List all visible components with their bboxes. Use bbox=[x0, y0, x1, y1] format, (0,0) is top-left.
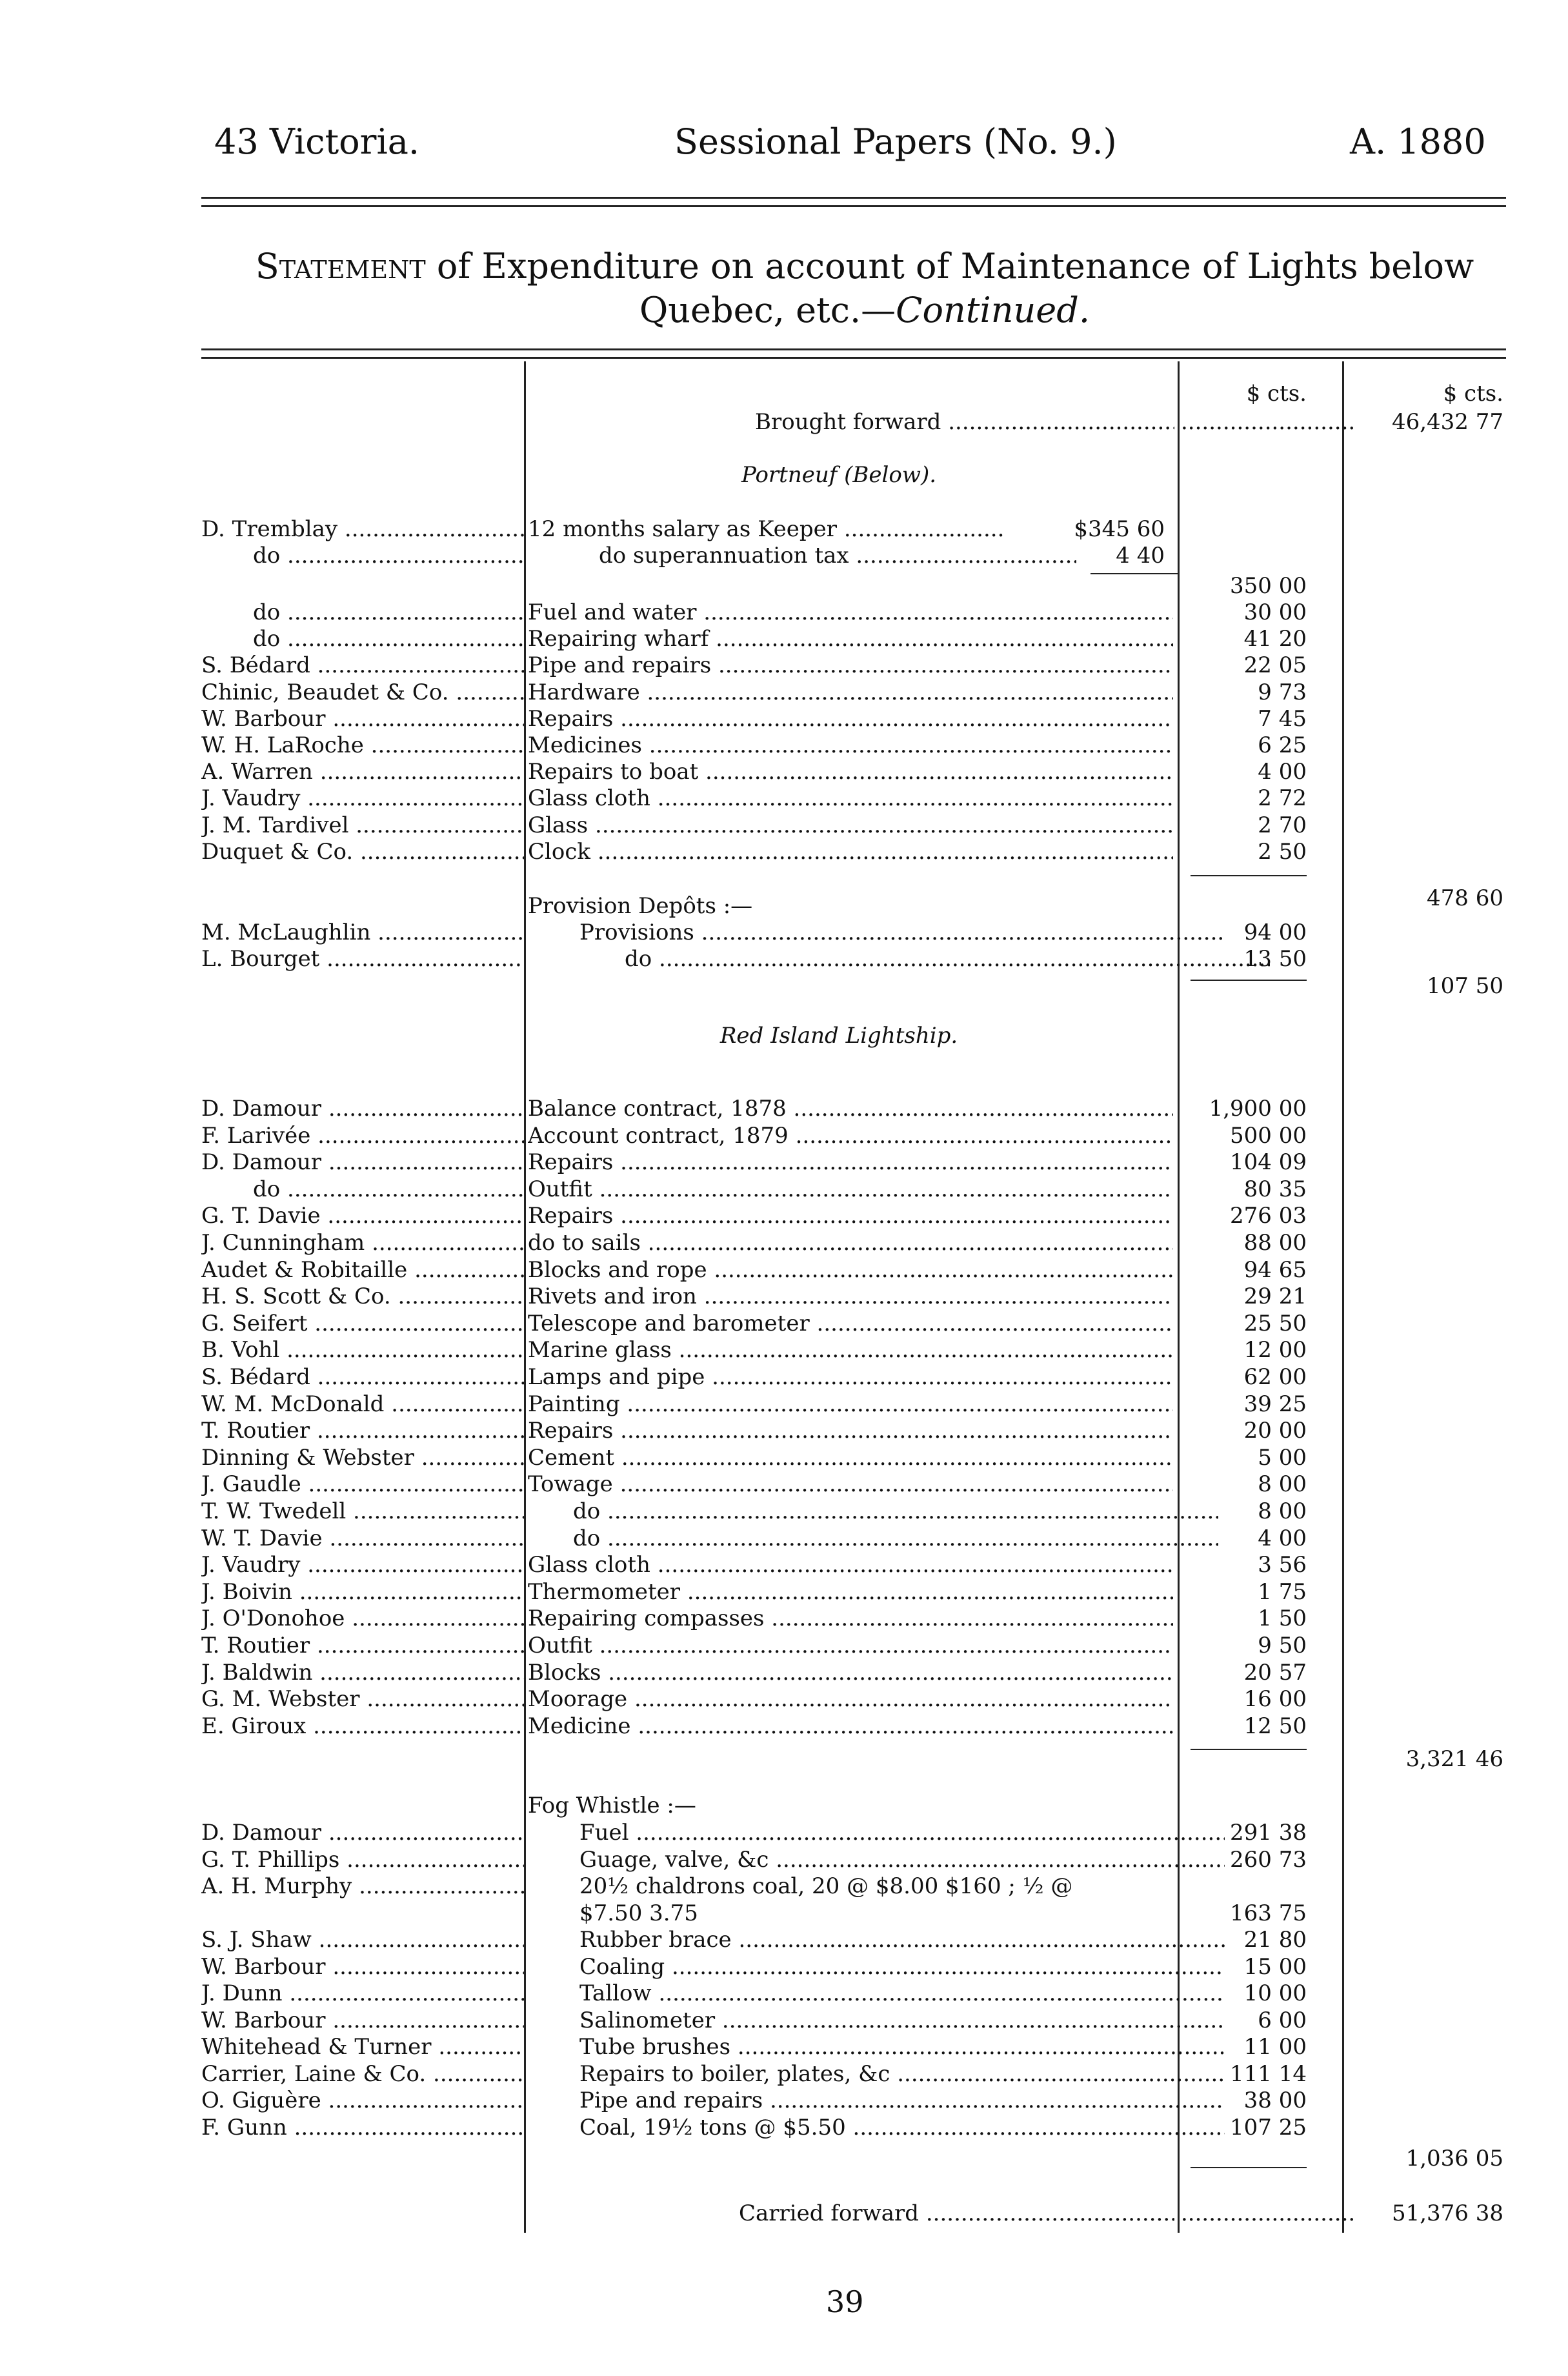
provision-heading-row bbox=[0, 893, 1568, 920]
item-desc: Medicine ..... bbox=[528, 1713, 1173, 1739]
payee-name: D. Damour ..... bbox=[201, 1149, 524, 1176]
item-amount: 2 72 bbox=[1258, 785, 1307, 812]
item-desc: Tallow ..... bbox=[579, 1980, 1225, 2006]
table-row bbox=[0, 1203, 1568, 1229]
portneuf-total: 478 60 bbox=[1427, 885, 1503, 911]
table-row bbox=[0, 516, 1568, 543]
payee-name: D. Tremblay ..... bbox=[201, 516, 524, 543]
item-desc: Repairs ..... bbox=[528, 1203, 1173, 1229]
table-row bbox=[0, 1284, 1568, 1310]
table-row bbox=[0, 573, 1568, 599]
table-row bbox=[0, 1445, 1568, 1471]
brought-forward-label: Brought forward ..... bbox=[755, 409, 1174, 435]
table-row bbox=[0, 2008, 1568, 2034]
item-amount: 62 00 bbox=[1243, 1364, 1307, 1390]
item-desc: Account contract, 1879 ..... bbox=[528, 1123, 1173, 1149]
section-heading-red-island: Red Island Lightship. bbox=[719, 1023, 958, 1049]
table-row bbox=[0, 1980, 1568, 2007]
brought-forward-leader: ......................... bbox=[1181, 409, 1356, 435]
table-row bbox=[0, 1873, 1568, 1900]
payee-name: do ..... bbox=[201, 599, 524, 626]
title-rest: of Expenditure on account of Maintenance of Lights below bbox=[425, 246, 1474, 287]
item-desc: Blocks and rope ..... bbox=[528, 1257, 1173, 1283]
title-line2: Quebec, etc.— bbox=[639, 290, 896, 330]
red-island-total: 3,321 46 bbox=[1405, 1746, 1503, 1772]
item-desc: Moorage ..... bbox=[528, 1686, 1173, 1712]
table-row bbox=[0, 1900, 1568, 1927]
payee-name: W. Barbour ..... bbox=[201, 2008, 524, 2034]
payee-name: J. O'Donohoe ..... bbox=[201, 1606, 524, 1632]
item-amount: 107 25 bbox=[1230, 2114, 1307, 2140]
item-amount: 163 75 bbox=[1230, 1900, 1307, 1926]
table-row bbox=[0, 1337, 1568, 1364]
table-row bbox=[0, 1311, 1568, 1337]
payee-name: J. Vaudry ..... bbox=[201, 785, 524, 812]
page-title bbox=[206, 245, 1523, 288]
table-row bbox=[0, 732, 1568, 759]
item-amount: 5 00 bbox=[1258, 1444, 1307, 1471]
item-desc: Glass cloth ..... bbox=[528, 785, 1173, 811]
table-row bbox=[0, 1686, 1568, 1713]
item-amount: 15 00 bbox=[1243, 1953, 1307, 1980]
item-desc: Salinometer ..... bbox=[579, 2008, 1225, 2033]
table-row bbox=[0, 1498, 1568, 1525]
item-amount: 3 56 bbox=[1258, 1552, 1307, 1578]
item-amount: 111 14 bbox=[1230, 2060, 1307, 2087]
sub-amount: $345 60 bbox=[1074, 516, 1165, 542]
payee-name: G. T. Davie ..... bbox=[201, 1203, 524, 1229]
table-row bbox=[0, 1257, 1568, 1284]
item-desc: do ..... bbox=[573, 1498, 1218, 1524]
table-rule-top-2 bbox=[201, 357, 1506, 359]
item-amount: 276 03 bbox=[1230, 1203, 1307, 1229]
item-desc: Repairing wharf ..... bbox=[528, 626, 1173, 652]
item-desc: Rivets and iron ..... bbox=[528, 1284, 1173, 1309]
item-amount: 22 05 bbox=[1243, 652, 1307, 679]
item-desc: Balance contract, 1878 ..... bbox=[528, 1096, 1173, 1122]
header-rule-top bbox=[201, 197, 1506, 199]
item-desc: Outfit ..... bbox=[528, 1633, 1173, 1658]
item-desc: Lamps and pipe ..... bbox=[528, 1364, 1173, 1390]
red-island-total-row bbox=[0, 1746, 1568, 1773]
item-amount: 4 00 bbox=[1258, 1525, 1307, 1551]
payee-name: do ..... bbox=[201, 626, 524, 652]
payee-name: A. H. Murphy ..... bbox=[201, 1873, 524, 1900]
item-desc: 12 months salary as Keeper ..... bbox=[528, 516, 1005, 542]
item-amount: 12 00 bbox=[1243, 1337, 1307, 1364]
provision-total: 107 50 bbox=[1427, 973, 1503, 999]
payee-name: S. J. Shaw ..... bbox=[201, 1927, 524, 1953]
item-desc: Towage ..... bbox=[528, 1471, 1173, 1497]
item-desc: Guage, valve, &c ..... bbox=[579, 1847, 1225, 1873]
brought-forward-amount: 46,432 77 bbox=[1391, 409, 1503, 435]
table-row bbox=[0, 1230, 1568, 1256]
table-row bbox=[0, 626, 1568, 652]
payee-name: J. Cunningham ..... bbox=[201, 1230, 524, 1256]
item-desc: do superannuation tax ..... bbox=[599, 543, 1076, 569]
item-amount: 11 00 bbox=[1243, 2034, 1307, 2060]
item-desc: do ..... bbox=[573, 1525, 1218, 1551]
item-amount: 13 50 bbox=[1243, 946, 1307, 972]
table-row bbox=[0, 1525, 1568, 1552]
item-amount: 6 00 bbox=[1258, 2007, 1307, 2033]
item-amount: 8 00 bbox=[1258, 1471, 1307, 1498]
portneuf-total-rule bbox=[1191, 875, 1307, 876]
table-row bbox=[0, 839, 1568, 865]
item-desc: Pipe and repairs ..... bbox=[579, 2088, 1225, 2113]
item-amount: 30 00 bbox=[1243, 599, 1307, 625]
fog-total: 1,036 05 bbox=[1405, 2146, 1503, 2171]
payee-name: H. S. Scott & Co. ..... bbox=[201, 1284, 524, 1310]
item-amount: 260 73 bbox=[1230, 1846, 1307, 1873]
table-row bbox=[0, 1713, 1568, 1740]
payee-name: Chinic, Beaudet & Co. ..... bbox=[201, 680, 524, 706]
page-number: 39 bbox=[826, 2284, 864, 2319]
payee-name: S. Bédard ..... bbox=[201, 1364, 524, 1391]
item-desc: Clock ..... bbox=[528, 839, 1173, 865]
carried-forward-row bbox=[0, 2200, 1568, 2227]
title-line2-italic: Continued. bbox=[896, 290, 1090, 330]
table-row bbox=[0, 1364, 1568, 1391]
item-amount: 94 00 bbox=[1243, 920, 1307, 945]
payee-name: do ..... bbox=[201, 543, 524, 569]
table-row bbox=[0, 920, 1568, 946]
item-desc: Cement ..... bbox=[528, 1445, 1173, 1471]
item-desc: Outfit ..... bbox=[528, 1176, 1173, 1202]
payee-name: L. Bourget ..... bbox=[201, 946, 524, 972]
payee-name: J. Baldwin ..... bbox=[201, 1660, 524, 1686]
payee-name: J. M. Tardivel ..... bbox=[201, 812, 524, 839]
item-desc: Pipe and repairs ..... bbox=[528, 652, 1173, 678]
table-row bbox=[0, 1847, 1568, 1873]
payee-name: Whitehead & Turner ..... bbox=[201, 2034, 524, 2060]
table-row bbox=[0, 1176, 1568, 1203]
payee-name: W. M. McDonald ..... bbox=[201, 1391, 524, 1418]
item-amount: 21 80 bbox=[1243, 1927, 1307, 1953]
item-desc: Coal, 19½ tons @ $5.50 ..... bbox=[579, 2115, 1225, 2140]
payee-name: F. Gunn ..... bbox=[201, 2115, 524, 2141]
item-amount: 7 45 bbox=[1258, 705, 1307, 732]
item-amount: 38 00 bbox=[1243, 2088, 1307, 2113]
table-row bbox=[0, 2061, 1568, 2088]
payee-name: O. Giguère ..... bbox=[201, 2088, 524, 2114]
item-amount: 8 00 bbox=[1258, 1498, 1307, 1524]
item-desc: do ..... bbox=[625, 946, 1270, 972]
payee-name: J. Vaudry ..... bbox=[201, 1552, 524, 1578]
carried-forward-leader: ......................... bbox=[1181, 2200, 1356, 2226]
payee-name: D. Damour ..... bbox=[201, 1820, 524, 1846]
payee-name: M. McLaughlin ..... bbox=[201, 920, 524, 946]
item-amount: 41 20 bbox=[1243, 626, 1307, 652]
table-row bbox=[0, 1552, 1568, 1578]
item-desc: 20½ chaldrons coal, 20 @ $8.00 $160 ; ½ @ bbox=[579, 1873, 1073, 1899]
item-amount: 20 00 bbox=[1243, 1418, 1307, 1444]
item-desc: Fuel and water ..... bbox=[528, 599, 1173, 625]
item-desc: Medicines ..... bbox=[528, 732, 1173, 758]
sub-amount: 4 40 bbox=[1116, 543, 1165, 569]
item-desc: Provisions ..... bbox=[579, 920, 1225, 945]
item-amount: 94 65 bbox=[1243, 1256, 1307, 1283]
item-desc: $7.50 3.75 bbox=[579, 1900, 698, 1926]
item-desc: Glass ..... bbox=[528, 812, 1173, 838]
payee-name: G. T. Phillips ..... bbox=[201, 1847, 524, 1873]
item-desc: do to sails ..... bbox=[528, 1230, 1173, 1256]
table-row bbox=[0, 599, 1568, 626]
payee-name: Duquet & Co. ..... bbox=[201, 839, 524, 865]
table-row bbox=[0, 1820, 1568, 1846]
table-row bbox=[0, 1660, 1568, 1686]
payee-name: do ..... bbox=[201, 1176, 524, 1203]
item-amount: 12 50 bbox=[1243, 1713, 1307, 1739]
table-row bbox=[0, 1606, 1568, 1632]
provision-total-row bbox=[0, 973, 1568, 1000]
payee-name: T. Routier ..... bbox=[201, 1633, 524, 1659]
item-desc: Blocks ..... bbox=[528, 1660, 1173, 1686]
table-row bbox=[0, 2034, 1568, 2060]
table-row bbox=[0, 1391, 1568, 1418]
item-amount: 2 50 bbox=[1258, 838, 1307, 865]
payee-name: W. Barbour ..... bbox=[201, 1954, 524, 1980]
item-amount: 39 25 bbox=[1243, 1391, 1307, 1417]
column-header-row bbox=[0, 381, 1568, 407]
table-row bbox=[0, 1633, 1568, 1659]
payee-name: T. Routier ..... bbox=[201, 1418, 524, 1444]
table-row bbox=[0, 1123, 1568, 1149]
item-desc: Marine glass ..... bbox=[528, 1337, 1173, 1363]
item-desc: Glass cloth ..... bbox=[528, 1552, 1173, 1578]
item-desc: Thermometer ..... bbox=[528, 1579, 1173, 1605]
item-amount: 88 00 bbox=[1243, 1230, 1307, 1256]
item-desc: Repairs ..... bbox=[528, 1418, 1173, 1444]
header-right: A. 1880 bbox=[1350, 121, 1486, 162]
payee-name: G. Seifert ..... bbox=[201, 1311, 524, 1337]
item-amount: 291 38 bbox=[1230, 1820, 1307, 1846]
item-amount: 20 57 bbox=[1243, 1659, 1307, 1686]
payee-name: T. W. Twedell ..... bbox=[201, 1498, 524, 1525]
table-row bbox=[0, 2115, 1568, 2141]
item-desc: Hardware ..... bbox=[528, 680, 1173, 705]
column-header-amt2: $ cts. bbox=[1443, 381, 1503, 407]
item-amount: 4 00 bbox=[1258, 759, 1307, 785]
item-amount: 25 50 bbox=[1243, 1310, 1307, 1336]
item-desc: Repairs to boiler, plates, &c ..... bbox=[579, 2061, 1225, 2087]
table-row bbox=[0, 812, 1568, 839]
item-amount: 29 21 bbox=[1243, 1284, 1307, 1310]
item-desc: Fuel ..... bbox=[579, 1820, 1225, 1846]
fog-whistle-heading: Fog Whistle :— bbox=[528, 1793, 696, 1818]
payee-name: E. Giroux ..... bbox=[201, 1713, 524, 1740]
payee-name: G. M. Webster ..... bbox=[201, 1686, 524, 1713]
page-title-line2 bbox=[206, 289, 1523, 332]
payee-name: W. Barbour ..... bbox=[201, 706, 524, 732]
provision-heading: Provision Depôts :— bbox=[528, 893, 753, 919]
payee-name: F. Larivée ..... bbox=[201, 1123, 524, 1149]
table-row bbox=[0, 946, 1568, 972]
item-amount: 1 75 bbox=[1258, 1578, 1307, 1605]
table-row bbox=[0, 1096, 1568, 1122]
item-desc: Repairs ..... bbox=[528, 706, 1173, 732]
item-amount: 1,900 00 bbox=[1209, 1096, 1307, 1122]
item-desc: Rubber brace ..... bbox=[579, 1927, 1225, 1953]
carried-forward-amount: 51,376 38 bbox=[1391, 2200, 1503, 2226]
payee-name: S. Bédard ..... bbox=[201, 652, 524, 679]
item-amount: 16 00 bbox=[1243, 1686, 1307, 1713]
table-rule-top bbox=[201, 348, 1506, 350]
item-amount: 104 09 bbox=[1230, 1149, 1307, 1176]
item-amount: 6 25 bbox=[1258, 732, 1307, 758]
item-amount: 9 73 bbox=[1258, 679, 1307, 705]
payee-name: Audet & Robitaille ..... bbox=[201, 1257, 524, 1284]
item-amount: 10 00 bbox=[1243, 1980, 1307, 2006]
header-left: 43 Victoria. bbox=[214, 121, 420, 162]
table-row bbox=[0, 2088, 1568, 2114]
item-desc: Telescope and barometer ..... bbox=[528, 1311, 1173, 1336]
payee-name: Carrier, Laine & Co. ..... bbox=[201, 2061, 524, 2088]
table-row bbox=[0, 652, 1568, 679]
item-amount: 80 35 bbox=[1243, 1176, 1307, 1202]
title-lead: Statement bbox=[255, 246, 426, 287]
table-row bbox=[0, 1149, 1568, 1176]
section-heading-portneuf: Portneuf (Below). bbox=[741, 462, 937, 488]
fog-total-row bbox=[0, 2146, 1568, 2172]
item-desc: Repairing compasses ..... bbox=[528, 1606, 1173, 1631]
item-amount: 1 50 bbox=[1258, 1606, 1307, 1632]
table-row bbox=[0, 785, 1568, 812]
table-row bbox=[0, 1471, 1568, 1498]
payee-name: J. Boivin ..... bbox=[201, 1579, 524, 1606]
payee-name: B. Vohl ..... bbox=[201, 1337, 524, 1364]
payee-name: J. Gaudle ..... bbox=[201, 1471, 524, 1498]
payee-name: W. H. LaRoche ..... bbox=[201, 732, 524, 759]
carried-forward-label: Carried forward ..... bbox=[739, 2200, 1174, 2226]
table-row bbox=[0, 759, 1568, 785]
payee-name: Dinning & Webster ..... bbox=[201, 1445, 524, 1471]
item-amount: 2 70 bbox=[1258, 812, 1307, 838]
header-rule-bottom bbox=[201, 205, 1506, 207]
item-desc: Painting ..... bbox=[528, 1391, 1173, 1417]
table-row bbox=[0, 1954, 1568, 1980]
table-row bbox=[0, 1579, 1568, 1606]
payee-name: A. Warren ..... bbox=[201, 759, 524, 785]
table-row bbox=[0, 1927, 1568, 1953]
table-row bbox=[0, 680, 1568, 706]
item-desc: Tube brushes ..... bbox=[579, 2034, 1225, 2060]
item-desc: Repairs to boat ..... bbox=[528, 759, 1173, 785]
item-amount: 500 00 bbox=[1230, 1122, 1307, 1149]
salary-total: 350 00 bbox=[1230, 573, 1307, 599]
payee-name: D. Damour ..... bbox=[201, 1096, 524, 1122]
item-desc: Repairs ..... bbox=[528, 1149, 1173, 1175]
item-amount: 9 50 bbox=[1258, 1633, 1307, 1658]
payee-name: J. Dunn ..... bbox=[201, 1980, 524, 2007]
table-row bbox=[0, 706, 1568, 732]
column-header-amt1: $ cts. bbox=[1246, 381, 1307, 407]
brought-forward-row bbox=[0, 409, 1568, 436]
fog-whistle-heading-row bbox=[0, 1793, 1568, 1819]
table-row bbox=[0, 543, 1568, 569]
header-center: Sessional Papers (No. 9.) bbox=[674, 121, 1117, 162]
item-desc: Coaling ..... bbox=[579, 1954, 1225, 1980]
table-row bbox=[0, 1418, 1568, 1444]
payee-name: W. T. Davie ..... bbox=[201, 1525, 524, 1552]
